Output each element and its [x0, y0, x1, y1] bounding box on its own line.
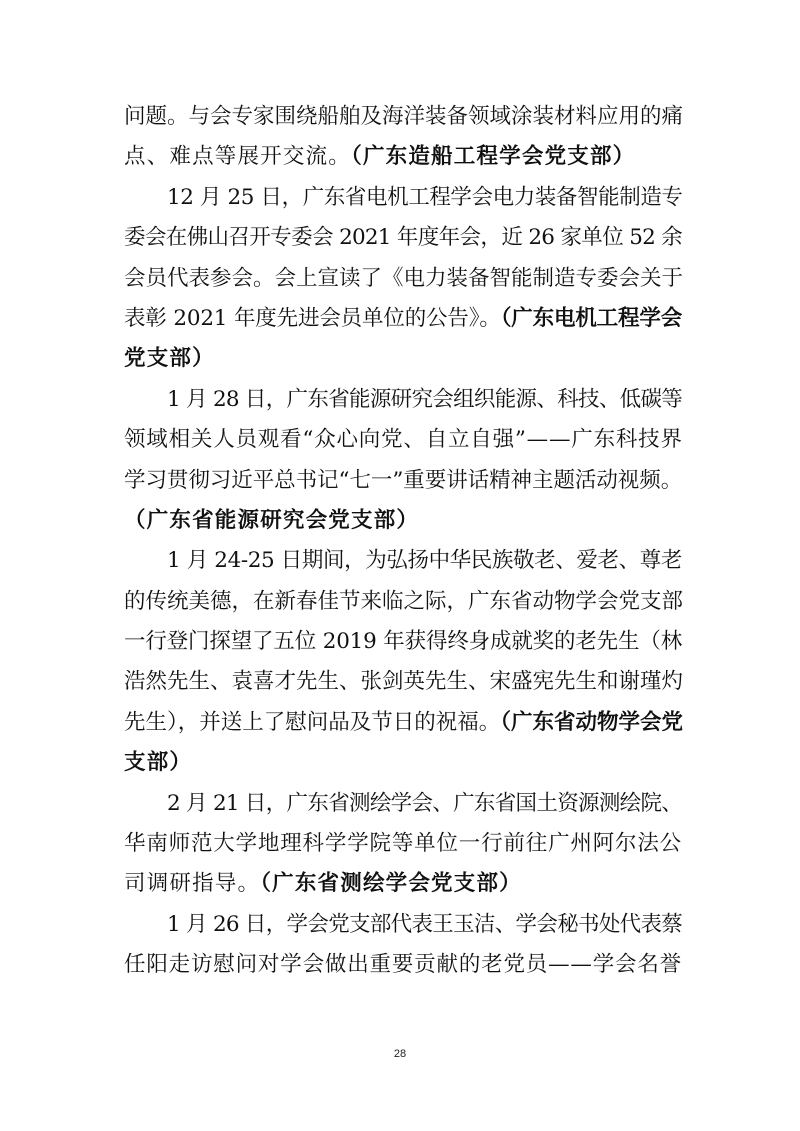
text-run: 华南师范大学地理科学学院等单位一行前往广州阿尔法公 — [124, 831, 682, 857]
text-line — [124, 501, 682, 541]
text-line — [124, 137, 682, 177]
text-run: 任阳走访慰问对学会做出重要贡献的老党员——学会名誉 — [124, 952, 682, 978]
text-line — [124, 622, 682, 662]
text-line — [124, 380, 682, 420]
source-attribution: 党支部） — [124, 346, 215, 372]
source-attribution: （广东省测绘学会党支部） — [260, 871, 522, 897]
text-line — [124, 259, 682, 299]
text-run: 表彰 2021 年度先进会员单位的公告》。 — [124, 305, 501, 331]
text-line — [124, 905, 682, 945]
paragraph — [124, 380, 682, 542]
text-run: 委会在佛山召开专委会 2021 年度年会，近 26 家单位 52 余 — [124, 225, 682, 251]
page-number: 28 — [393, 1048, 407, 1060]
text-line — [124, 824, 682, 864]
text-line — [124, 461, 682, 501]
text-run: 1 月 26 日，学会党支部代表王玉洁、学会秘书处代表蔡 — [167, 911, 682, 937]
text-line — [124, 218, 682, 258]
paragraph — [124, 905, 682, 986]
paragraph — [124, 541, 682, 783]
text-line — [124, 97, 682, 137]
text-line — [124, 178, 682, 218]
text-line — [124, 864, 682, 904]
text-line — [124, 299, 682, 339]
paragraph — [124, 97, 682, 178]
text-line — [124, 743, 682, 783]
text-line — [124, 541, 682, 581]
document-body — [124, 97, 682, 986]
text-run: 点、难点等展开交流。 — [124, 144, 352, 170]
paragraph — [124, 784, 682, 905]
source-attribution: （广东省能源研究会党支部） — [124, 507, 420, 533]
text-line — [124, 662, 682, 702]
text-line — [124, 339, 682, 379]
source-attribution: 支部） — [124, 750, 193, 776]
text-run: 一行登门探望了五位 2019 年获得终身成就奖的老先生（林 — [124, 629, 682, 655]
text-run: 12 月 25 日，广东省电机工程学会电力装备智能制造专 — [167, 184, 683, 210]
text-line — [124, 703, 682, 743]
source-attribution: （广东造船工程学会党支部） — [351, 144, 636, 170]
text-line — [124, 945, 682, 985]
source-attribution: （广东电机工程学会 — [500, 305, 683, 331]
text-run: 2 月 21 日，广东省测绘学会、广东省国土资源测绘院、 — [167, 790, 682, 816]
text-run: 领域相关人员观看“众心向党、自立自强”——广东科技界 — [124, 427, 683, 453]
text-run: 司调研指导。 — [124, 871, 261, 897]
text-run: 浩然先生、袁喜才先生、张剑英先生、宋盛宪先生和谢瑾灼 — [124, 669, 684, 695]
text-run: 问题。与会专家围绕船舶及海洋装备领域涂装材料应用的痛 — [124, 104, 684, 129]
text-line — [124, 784, 682, 824]
text-line — [124, 420, 682, 460]
text-run: 1 月 24-25 日期间，为弘扬中华民族敬老、爱老、尊老 — [167, 548, 682, 574]
source-attribution: （广东省动物学会党 — [500, 709, 684, 735]
paragraph — [124, 178, 682, 380]
text-run: 的传统美德，在新春佳节来临之际，广东省动物学会党支部 — [124, 588, 684, 614]
text-run: 会员代表参会。会上宣读了《电力装备智能制造专委会关于 — [124, 265, 684, 291]
text-run: 先生），并送上了慰问品及节日的祝福。 — [124, 709, 501, 735]
text-line — [124, 582, 682, 622]
text-run: 学习贯彻习近平总书记“七一”重要讲话精神主题活动视频。 — [124, 467, 682, 493]
text-run: 1 月 28 日，广东省能源研究会组织能源、科技、低碳等 — [167, 386, 682, 412]
